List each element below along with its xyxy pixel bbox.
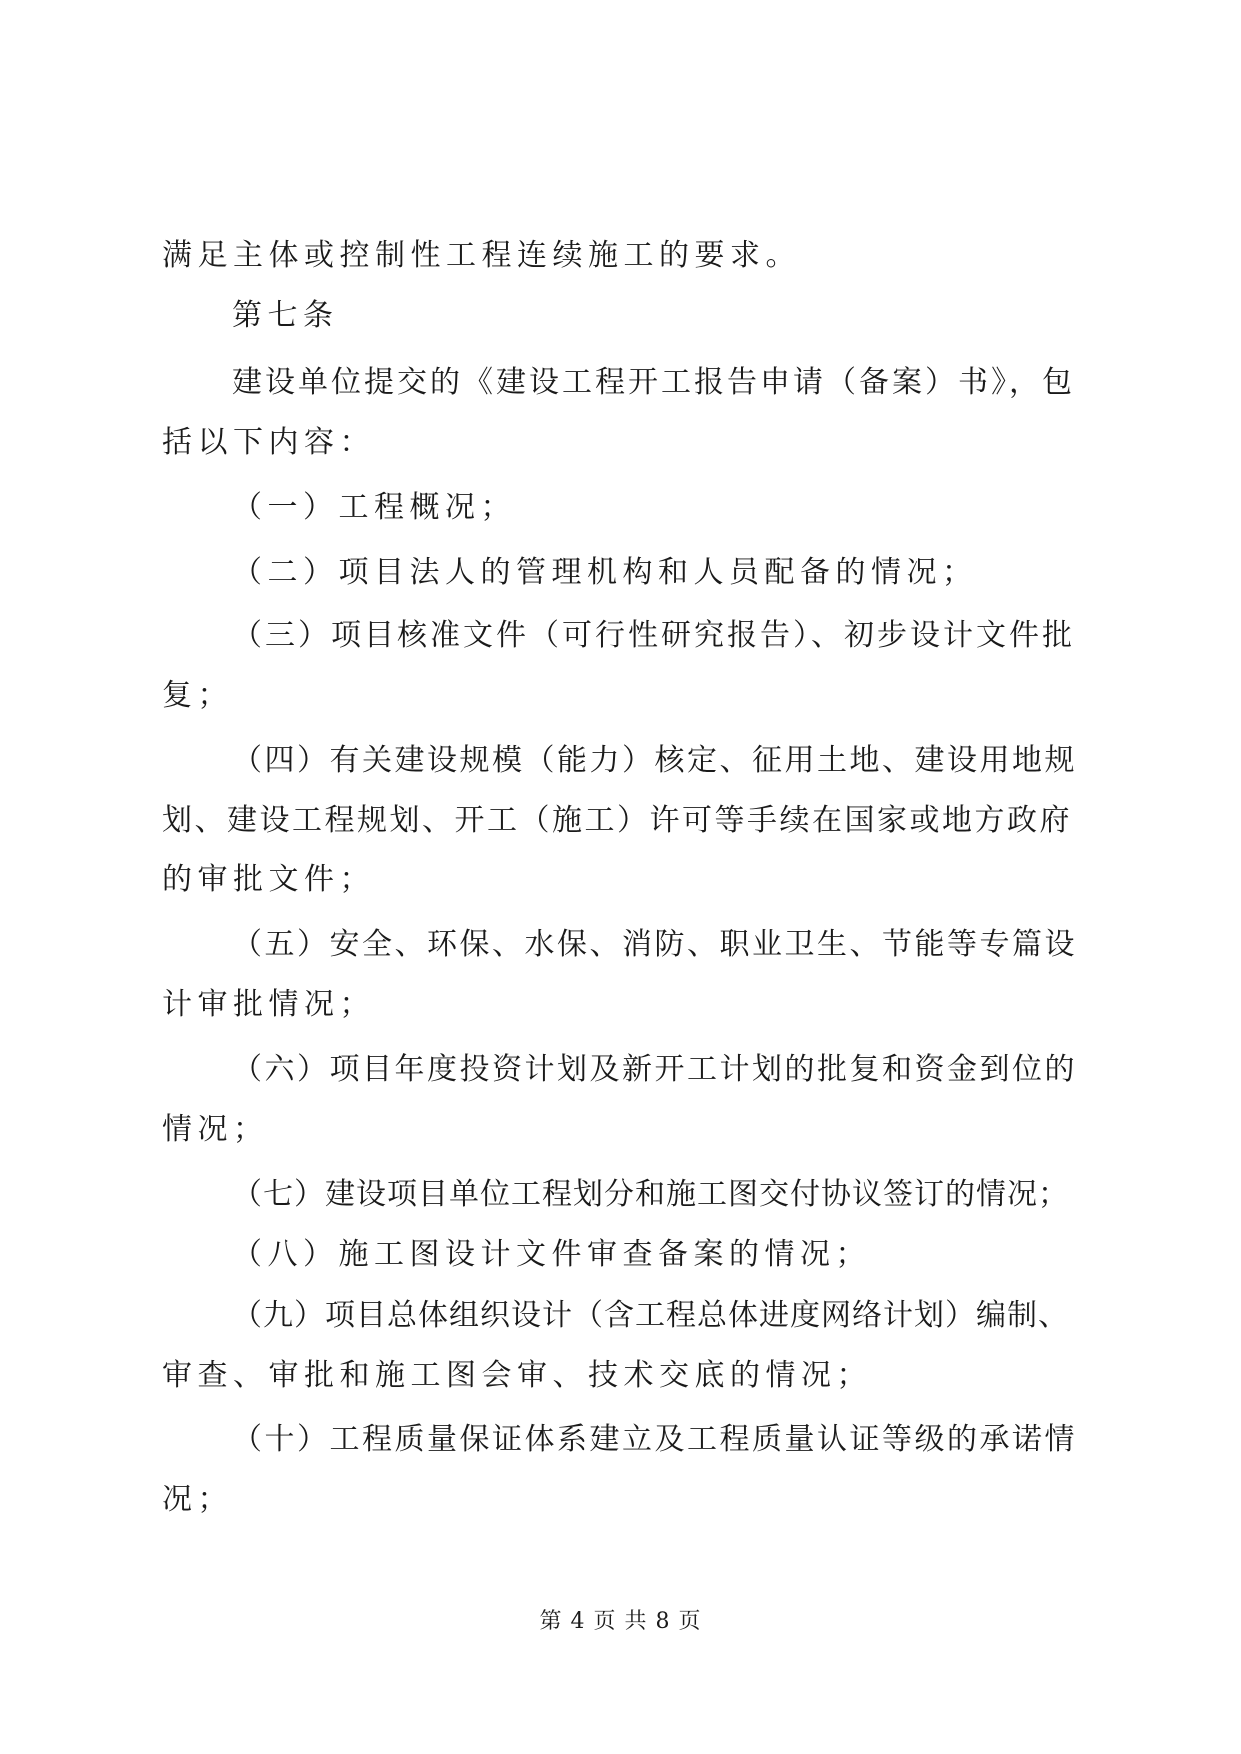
list-item-9-cont: 审查、审批和施工图会审、技术交底的情况； <box>162 1358 872 1393</box>
article-heading: 第七条 <box>232 298 339 333</box>
list-item-10-cont: 况； <box>162 1482 233 1517</box>
list-item-4: （四）有关建设规模（能力）核定、征用土地、建设用地规 <box>232 743 1077 778</box>
list-item-3-cont: 复； <box>162 678 233 713</box>
list-item-2: （二）项目法人的管理机构和人员配备的情况； <box>232 555 978 590</box>
list-item-6: （六）项目年度投资计划及新开工计划的批复和资金到位的 <box>232 1052 1077 1087</box>
list-item-4-cont-2: 的审批文件； <box>162 862 375 897</box>
list-item-10: （十）工程质量保证体系建立及工程质量认证等级的承诺情 <box>232 1422 1077 1457</box>
list-item-1: （一）工程概况； <box>232 490 516 525</box>
list-item-5-cont: 计审批情况； <box>162 987 375 1022</box>
list-item-3: （三）项目核准文件（可行性研究报告）、初步设计文件批 <box>232 618 1075 653</box>
paragraph-line-3: 建设单位提交的《建设工程开工报告申请（备案）书》，包 <box>232 365 1075 400</box>
list-item-5: （五）安全、环保、水保、消防、职业卫生、节能等专篇设 <box>232 927 1077 962</box>
paragraph-line-4: 括以下内容： <box>162 425 375 460</box>
list-item-8: （八）施工图设计文件审查备案的情况； <box>232 1237 871 1272</box>
paragraph-line-1: 满足主体或控制性工程连续施工的要求。 <box>162 238 801 273</box>
list-item-4-cont-1: 划、建设工程规划、开工（施工）许可等手续在国家或地方政府 <box>162 803 1072 838</box>
list-item-6-cont: 情况； <box>162 1112 269 1147</box>
list-item-9: （九）项目总体组织设计（含工程总体进度网络计划）编制、 <box>232 1298 1069 1333</box>
page-number-footer: 第 4 页 共 8 页 <box>539 1609 702 1634</box>
list-item-7: （七）建设项目单位工程划分和施工图交付协议签订的情况； <box>232 1177 1069 1212</box>
